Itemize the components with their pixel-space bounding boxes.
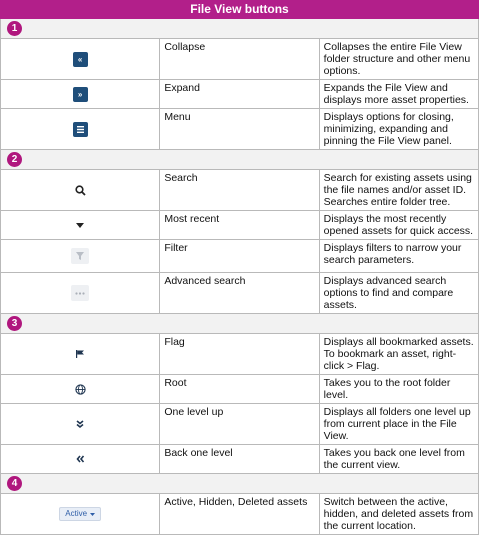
- section-badge-4: 4: [7, 476, 22, 491]
- button-description: Displays advanced search options to find and compare assets.: [319, 273, 478, 314]
- caret-down-icon: [90, 513, 95, 516]
- menu-icon[interactable]: [73, 122, 88, 137]
- section-header-4: [1, 474, 479, 494]
- button-name: Menu: [160, 109, 319, 150]
- button-description: Takes you back one level from the current view.: [319, 445, 478, 474]
- button-description: Displays all bookmarked assets. To bookmark an asset, right-click > Flag.: [319, 334, 478, 375]
- double-chevron-left-icon[interactable]: «: [73, 52, 88, 67]
- button-name: Expand: [160, 80, 319, 109]
- active-dropdown-button[interactable]: [59, 507, 101, 521]
- button-name: One level up: [160, 404, 319, 445]
- button-description: Collapses the entire File View folder structure and other menu options.: [319, 39, 478, 80]
- table-row: [1, 80, 479, 109]
- table-row: [1, 494, 479, 535]
- button-name: Root: [160, 375, 319, 404]
- ellipsis-icon[interactable]: [71, 285, 89, 301]
- table-title: File View buttons: [1, 1, 479, 19]
- double-chevron-down-icon[interactable]: [76, 418, 84, 430]
- button-name: Collapse: [160, 39, 319, 80]
- button-name: Search: [160, 170, 319, 211]
- section-badge-3: 3: [7, 316, 22, 331]
- button-description: Takes you to the root folder level.: [319, 375, 478, 404]
- table-row: [1, 404, 479, 445]
- button-name: Advanced search: [160, 273, 319, 314]
- section-header-3: [1, 314, 479, 334]
- table-row: [1, 375, 479, 404]
- button-description: Displays all folders one level up from current place in the File View.: [319, 404, 478, 445]
- table-row: [1, 240, 479, 273]
- button-name: Flag: [160, 334, 319, 375]
- button-description: Search for existing assets using the file names and/or asset ID. Searches entire folder tree.: [319, 170, 478, 211]
- button-name: Filter: [160, 240, 319, 273]
- button-name: Back one level: [160, 445, 319, 474]
- table-title-row: [1, 1, 479, 19]
- section-badge-2: 2: [7, 152, 22, 167]
- button-name: Most recent: [160, 211, 319, 240]
- table-row: [1, 445, 479, 474]
- button-description: Expands the File View and displays more asset properties.: [319, 80, 478, 109]
- globe-icon[interactable]: [75, 383, 86, 395]
- double-chevron-right-icon[interactable]: »: [73, 87, 88, 102]
- button-description: Switch between the active, hidden, and deleted assets from the current location.: [319, 494, 478, 535]
- section-badge-1: 1: [7, 21, 22, 36]
- table-row: [1, 39, 479, 80]
- table-row: [1, 273, 479, 314]
- caret-down-icon[interactable]: [76, 219, 84, 231]
- search-icon[interactable]: [75, 184, 86, 196]
- table-row: [1, 211, 479, 240]
- flag-icon[interactable]: [76, 348, 84, 360]
- button-description: Displays options for closing, minimizing, expanding and pinning the File View panel.: [319, 109, 478, 150]
- button-name: Active, Hidden, Deleted assets: [160, 494, 319, 535]
- section-header-1: [1, 19, 479, 39]
- section-header-2: [1, 150, 479, 170]
- active-button-label: Active: [65, 509, 88, 518]
- table-row: [1, 170, 479, 211]
- table-row: [1, 109, 479, 150]
- double-chevron-left-small-icon[interactable]: [76, 453, 84, 465]
- button-description: Displays filters to narrow your search parameters.: [319, 240, 478, 273]
- table-row: [1, 334, 479, 375]
- button-description: Displays the most recently opened assets for quick access.: [319, 211, 478, 240]
- filter-icon[interactable]: [71, 248, 89, 264]
